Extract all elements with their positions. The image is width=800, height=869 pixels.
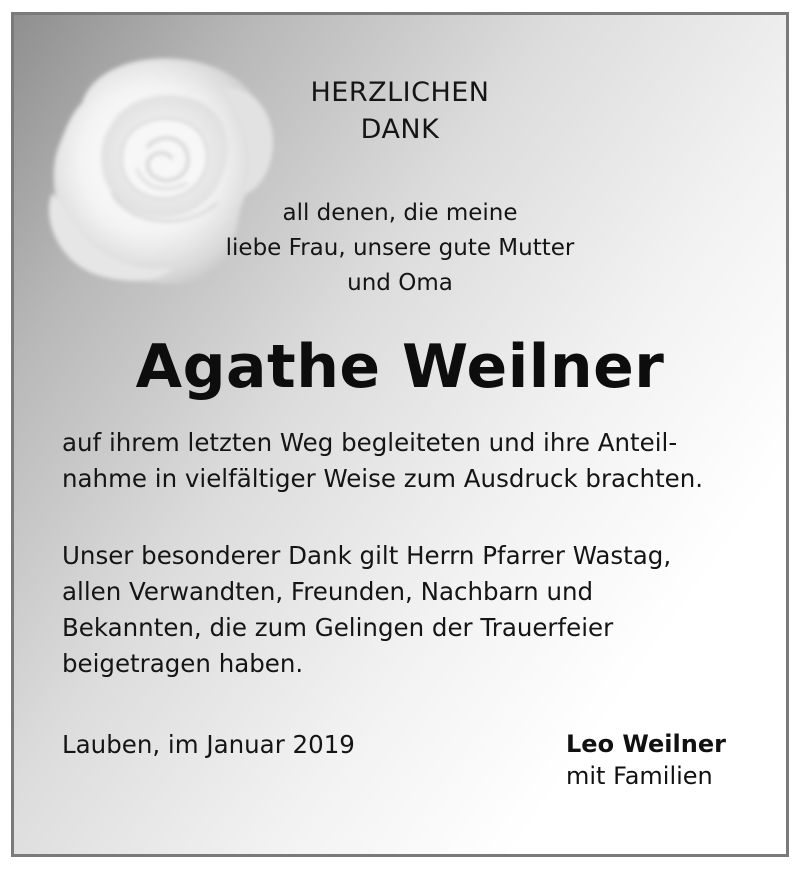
paragraph2-line-3: Bekannten, die zum Gelingen der Trauerfeier	[62, 613, 614, 642]
paragraph2-line-1: Unser besonderer Dank gilt Herrn Pfarrer Wastag,	[62, 541, 672, 570]
paragraph1-line-1: auf ihrem letzten Weg begleiteten und ihre Anteil-	[62, 428, 678, 457]
signature-name: Leo Weilner	[566, 730, 726, 758]
header-line-1: HERZLICHEN	[310, 77, 490, 108]
signature-sub: mit Familien	[566, 762, 713, 790]
intro-line-2: liebe Frau, unsere gute Mutter	[225, 235, 575, 261]
header-line-2: DANK	[360, 114, 440, 145]
place-date: Lauben, im Januar 2019	[62, 730, 355, 759]
paragraph2-line-2: allen Verwandten, Freunden, Nachbarn und	[62, 577, 594, 606]
intro-line-3: und Oma	[347, 270, 453, 296]
paragraph2-line-4: beigetragen haben.	[62, 649, 304, 678]
paragraph1-line-2: nahme in vielfältiger Weise zum Ausdruck brachten.	[62, 464, 704, 493]
deceased-name: Agathe Weilner	[135, 332, 665, 402]
intro-line-1: all denen, die meine	[282, 200, 518, 226]
